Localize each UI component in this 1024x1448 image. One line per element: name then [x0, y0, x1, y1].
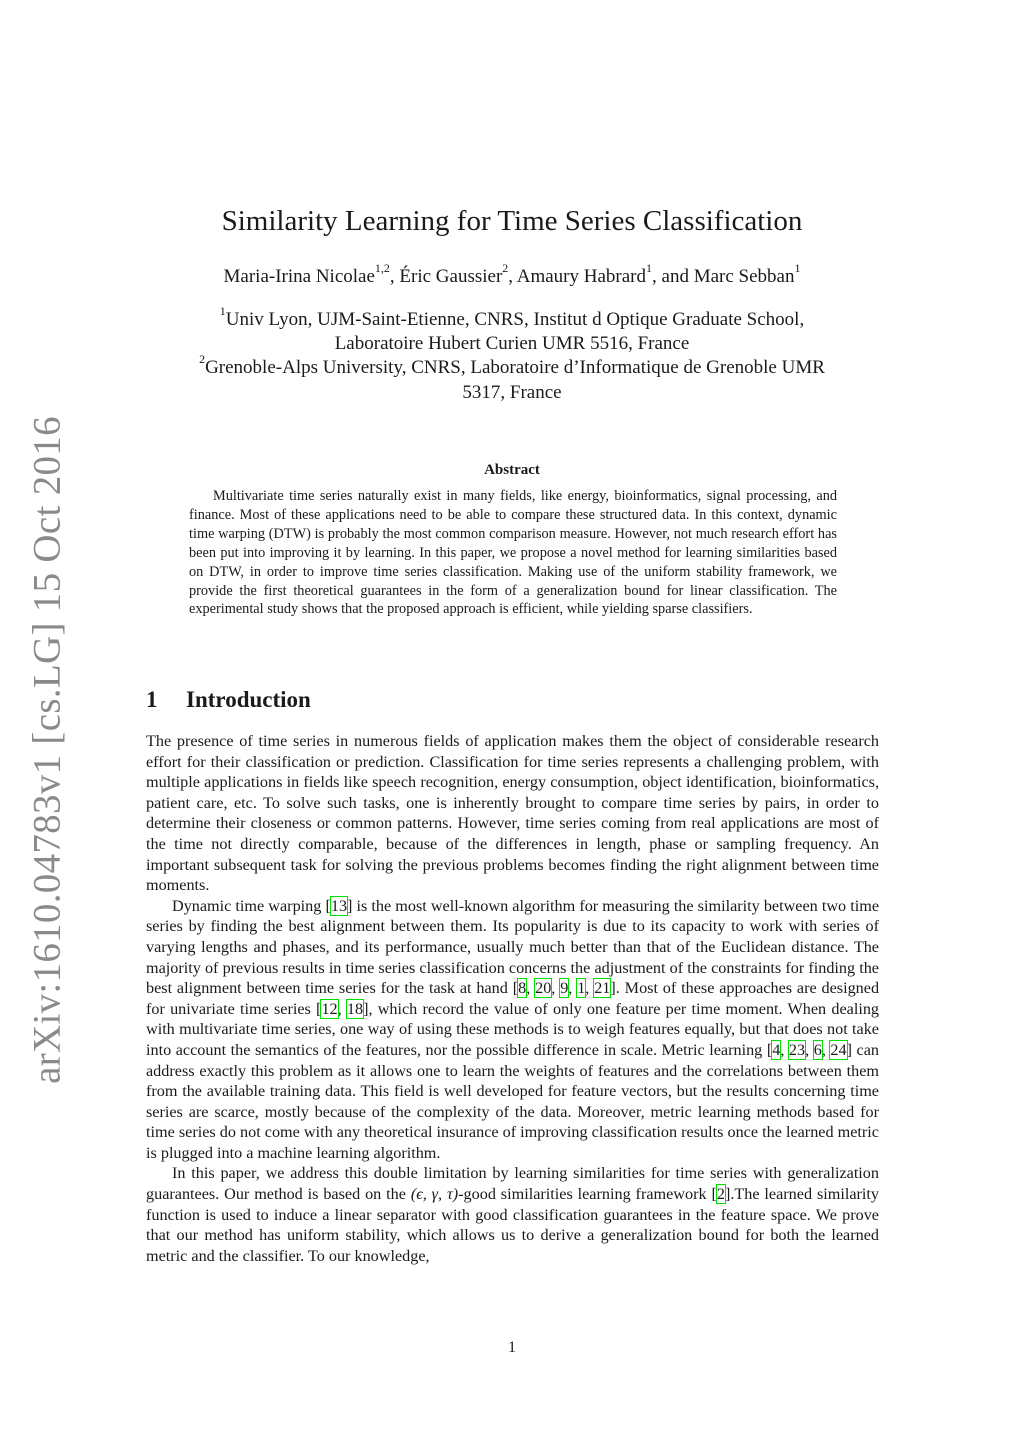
citation-link[interactable]: 2: [716, 1185, 725, 1204]
author-affiliation-mark: 2: [502, 260, 509, 275]
citation-link[interactable]: 13: [330, 896, 348, 915]
citation-link[interactable]: 21: [594, 979, 611, 998]
affiliation-1-line-2: Laboratoire Hubert Curien UMR 5516, France: [334, 333, 690, 355]
author-affiliation-mark: 1: [794, 260, 801, 275]
citation-link[interactable]: 24: [830, 1040, 847, 1059]
author-name: Maria-Irina Nicolae: [223, 266, 375, 287]
introduction-body: [146, 731, 879, 1266]
author-list: Maria-Irina Nicolae$^{1,2}$, Éric Gaussier$^2$, Amaury Habrard$^1$, and Marc Sebban$^1$: [223, 260, 801, 287]
affiliation-1-line-1: $^1$Univ Lyon, UJM-Saint-Etienne, CNRS, Institut d Optique Graduate School,: [219, 303, 805, 330]
affiliation-2-line-1: $^2$Grenoble-Alps University, CNRS, Laboratoire d’Informatique de Grenoble UMR: [199, 352, 825, 379]
abstract-text: Multivariate time series naturally exist in many fields, like energy, bioinformatics, signal processing, and finance. Most of these applications need to be able to compare these structured data. In this context, dynamic time warping (DTW) is probably the most common comparison measure. However, not much research effort has been put into improving it by learning. In this paper, we propose a novel method for learning similarities based on DTW, in order to improve time series classification. Making use of the uniform stability framework, we provide the first theoretical guarantees in the form of a generalization bound for linear classification. The experimental study shows that the proposed approach is efficient, while yielding sparse classifiers.: [189, 488, 837, 618]
citation-link[interactable]: 8: [518, 979, 527, 998]
abstract-heading: Abstract: [484, 462, 540, 478]
section-number: 1: [146, 687, 158, 712]
author-name: Éric Gaussier: [399, 266, 503, 287]
paper-title: Similarity Learning for Time Series Classification: [221, 205, 803, 237]
section-heading-introduction: [146, 687, 311, 713]
author-name: Marc Sebban: [693, 266, 795, 287]
section-title: Introduction: [186, 687, 311, 712]
citation-link[interactable]: 1: [577, 979, 586, 998]
math-expression: (ϵ, γ, τ): [410, 1185, 459, 1204]
author-affiliation-mark: 1,2: [374, 260, 390, 275]
arxiv-identifier-stamp[interactable]: arXiv:1610.04783v1 [cs.LG] 15 Oct 2016: [25, 416, 69, 1084]
affiliation-2-line-2: 5317, France: [462, 381, 562, 403]
author-affiliation-mark: 1: [646, 260, 653, 275]
affiliations: [140, 303, 884, 405]
author-name: Amaury Habrard: [516, 266, 647, 287]
citation-link[interactable]: 18: [346, 999, 364, 1018]
citation-link[interactable]: 9: [560, 979, 569, 998]
paragraph-3: In this paper, we address this double limitation by learning similarities for time series with generalization guarantees. Our method is based on the (ϵ, γ, τ)-good similarities learning framework [2].The learned similarity function is used to induce a linear separator with good classification guarantees in the feature space. We prove that our method has uniform stability, which allows us to derive a generalization bound for both the learned metric and the classifier. To our knowledge,: [146, 1164, 879, 1265]
citation-link[interactable]: 6: [813, 1040, 822, 1059]
paragraph-1: The presence of time series in numerous fields of application makes them the object of considerable research effort for their classification or prediction. Classification for time series represents a challenging problem, with multiple applications in fields like speech recognition, energy consumption, object identification, bioinformatics, patient care, etc. To solve such tasks, one is inherently brought to compare time series by pairs, in order to determine their closeness or common patterns. However, time series coming from real applications are most of the time not directly comparable, because of the differences in length, phase or sampling frequency. An important subsequent task for solving the previous problems becomes finding the right alignment between time moments.: [146, 732, 879, 895]
citation-link[interactable]: 4: [772, 1040, 781, 1059]
paragraph-2: Dynamic time warping [13] is the most well-known algorithm for measuring the similarity between two time series by finding the best alignment between them. Its popularity is due to its capacity to work with series of varying lengths and phases, and its performance, usually much better than that of the Euclidean distance. The majority of previous results in time series classification concerns the adjustment of the constraints for finding the best alignment between time series for the task at hand [8, 20, 9, 1, 21]. Most of these approaches are designed for univariate time series [12, 18], which record the value of only one feature per time moment. When dealing with multivariate time series, one way of using these methods is to weigh features equally, but that does not take into account the semantics of the features, nor the possible difference in scale. Metric learning [4, 23, 6, 24] can address exactly this problem as it allows one to learn the weights of features and the correlations between them from the available training data. This field is well developed for feature vectors, but the results concerning time series are scarce, mostly because of the complexity of the data. Moreover, metric learning methods based for time series do not come with any theoretical insurance of improving classification results once the learned metric is plugged into a machine learning algorithm.: [146, 896, 880, 1162]
citation-link[interactable]: 12: [321, 999, 338, 1018]
page-number: 1: [508, 1339, 516, 1356]
citation-link[interactable]: 20: [535, 979, 552, 998]
citation-link[interactable]: 23: [788, 1040, 806, 1059]
